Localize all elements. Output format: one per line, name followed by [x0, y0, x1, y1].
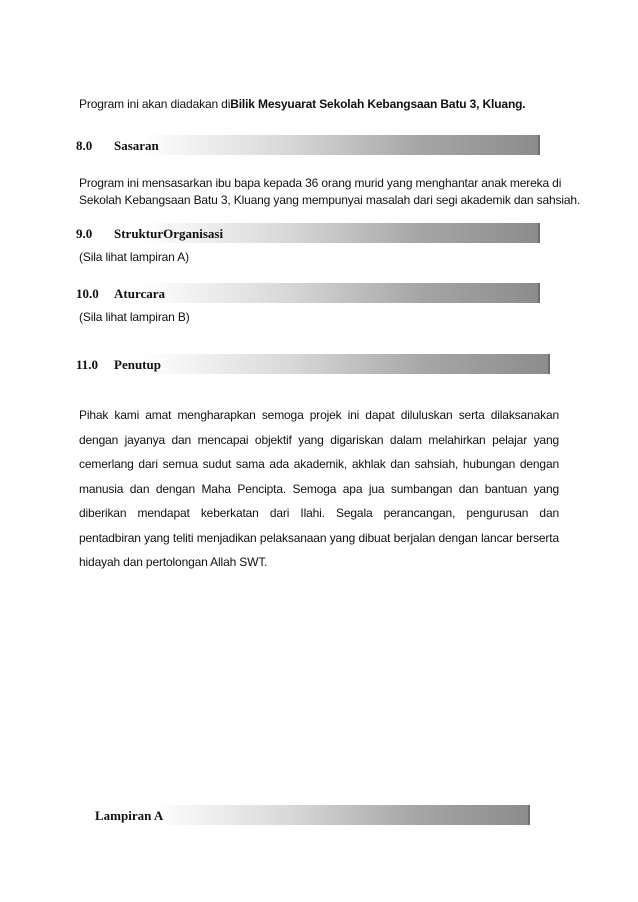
section-number: 10.0	[76, 286, 99, 301]
section-number: 11.0	[76, 357, 99, 372]
sasaran-paragraph: Program ini mensasarkan ibu bapa kepada 36 orang murid yang menghantar anak mereka di Sekolah Kebangsaan Batu 3, Kluang yang mempunyai masalah dari segi akademik dan sahsiah.	[79, 176, 581, 207]
intro-paragraph	[79, 96, 599, 113]
intro-prefix: Program ini akan diadakan di	[79, 97, 231, 111]
aturcara-note: (Sila lihat lampiran B)	[79, 310, 190, 324]
section-title: Aturcara	[114, 286, 166, 301]
section-title: Sasaran	[114, 138, 159, 153]
appendix-title: Lampiran A	[95, 808, 164, 823]
section-title: Penutup	[114, 357, 161, 372]
section-header-aturcara	[76, 283, 540, 303]
section-number: 8.0	[76, 138, 93, 153]
appendix-header	[92, 805, 530, 825]
penutup-paragraph: Pihak kami amat mengharapkan semoga projek ini dapat diluluskan serta dilaksanakan dengan jayanya dan mencapai objektif yang digariskan dalam melahirkan pelajar yang cemerlang dari semua sudut sama ada akademik, akhlak dan sahsiah, hubungan dengan manusia dan dengan Maha Pencipta. Semoga apa jua sumbangan dan bantuan yang diberikan mendapat keberkatan dari Ilahi. Segala perancangan, pengurusan dan pentadbiran yang teliti menjadikan pelaksanaan yang dibuat berjalan dengan lancar berserta hidayah dan pertolongan Allah SWT.	[79, 408, 559, 569]
section-number: 9.0	[76, 226, 93, 241]
struktur-note: (Sila lihat lampiran A)	[79, 250, 189, 264]
section-header-penutup	[76, 354, 550, 374]
section-header-struktur-organisasi	[76, 223, 540, 243]
section-header-sasaran	[76, 135, 540, 155]
section-title: StrukturOrganisasi	[114, 226, 224, 241]
intro-venue: Bilik Mesyuarat Sekolah Kebangsaan Batu 3, Kluang.	[230, 97, 526, 111]
